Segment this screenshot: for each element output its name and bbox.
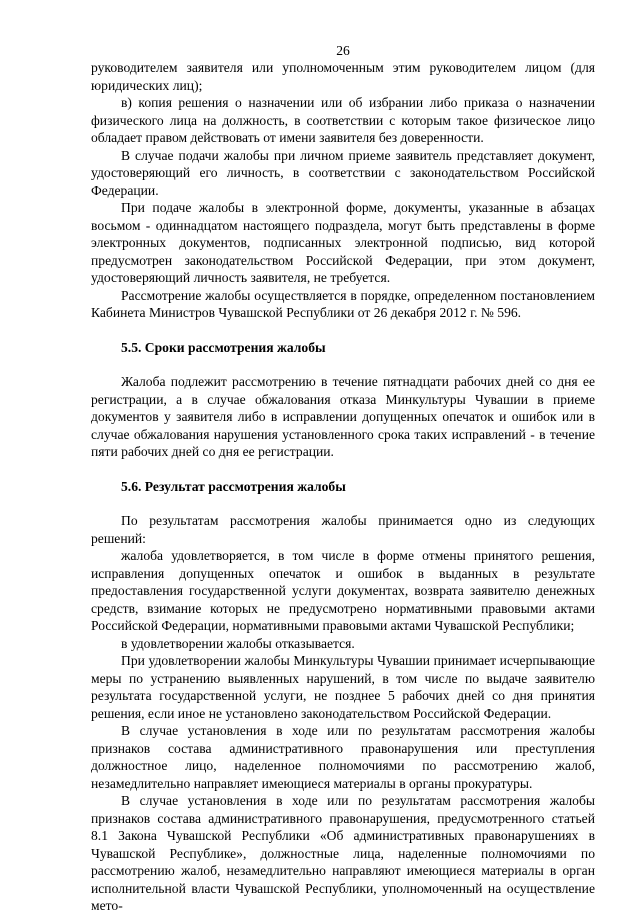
paragraph-decisions-intro: По результатам рассмотрения жалобы принимается одно из следующих решений:	[91, 513, 595, 546]
spacer	[91, 322, 595, 339]
paragraph-item-v: в) копия решения о назначении или об избрании либо приказа о назначении физического лица на должность, в соответствии с которым такое физическое лицо обладает правом действовать от имени заявителя без доверенности.	[91, 95, 595, 145]
section-heading-5-5: 5.5. Сроки рассмотрения жалобы	[121, 339, 326, 355]
spacer	[91, 461, 595, 478]
spacer	[91, 495, 595, 512]
paragraph-personal-reception: В случае подачи жалобы при личном приеме заявитель представляет документ, удостоверяющий его личность, в соответствии с законодательством Российской Федерации.	[91, 147, 595, 198]
paragraph-continuation: руководителем заявителя или уполномоченным этим руководителем лицом (для юридических лиц);	[91, 60, 595, 93]
paragraph-electronic-form: При подаче жалобы в электронной форме, документы, указанные в абзацах восьмом - одиннадцатом настоящего подраздела, могут быть представлены в форме электронных документов, подписанных электронной подписью, вид которой предусмотрен законодательством Российской Федерации, при этом документ, удостоверяющий личность заявителя, не требуется.	[91, 200, 595, 285]
paragraph-exhaustive-measures: При удовлетворении жалобы Минкультуры Чувашии принимает исчерпывающие меры по устранению выявленных нарушений, в том числе по выдаче заявителю результата государственной услуги, не позднее 5 рабочих дней со дня принятия решения, если иное не установлено законодательством Российской Федерации.	[91, 653, 595, 721]
paragraph-review-order: Рассмотрение жалобы осуществляется в порядке, определенном постановлением Кабинета Министров Чувашской Республики от 26 декабря 2012 г. № 596.	[91, 287, 595, 320]
paragraph-prosecution: В случае установления в ходе или по результатам рассмотрения жалобы признаков состава административного правонарушения или преступления должностное лицо, наделенное полномочиями по рассмотрению жалоб, незамедлительно направляет имеющиеся материалы в органы прокуратуры.	[91, 723, 595, 791]
section-heading-5-6: 5.6. Результат рассмотрения жалобы	[121, 478, 346, 494]
paragraph-administrative-offense: В случае установления в ходе или по результатам рассмотрения жалобы признаков состава административного правонарушения, предусмотренного статьей 8.1 Закона Чувашской Республики «Об административных правонарушениях в Чувашской Республике», должностные лица, наделенные полномочиями по рассмотрению жалоб, незамедлительно направляют имеющиеся материалы в орган исполнительной власти Чувашской Республики, уполномоченный на осуществление мето-	[91, 793, 595, 913]
spacer	[91, 356, 595, 373]
document-page	[91, 42, 595, 915]
paragraph-complaint-refused: в удовлетворении жалобы отказывается.	[121, 635, 355, 651]
page-number: 26	[336, 43, 350, 58]
paragraph-complaint-satisfied: жалоба удовлетворяется, в том числе в форме отмены принятого решения, исправления допущенных опечаток и ошибок в выданных в результате предоставления государственной услуги документах, возврата заявителю денежных средств, взимание которых не предусмотрено нормативными правовыми актами Российской Федерации, нормативными правовыми актами Чувашской Республики;	[91, 548, 595, 633]
paragraph-review-terms: Жалоба подлежит рассмотрению в течение пятнадцати рабочих дней со дня ее регистрации, а в случае обжалования отказа Минкультуры Чувашии в приеме документов у заявителя либо в исправлении допущенных опечаток и ошибок или в случае обжалования нарушения установленного срока таких исправлений - в течение пяти рабочих дней со дня ее регистрации.	[91, 374, 595, 459]
